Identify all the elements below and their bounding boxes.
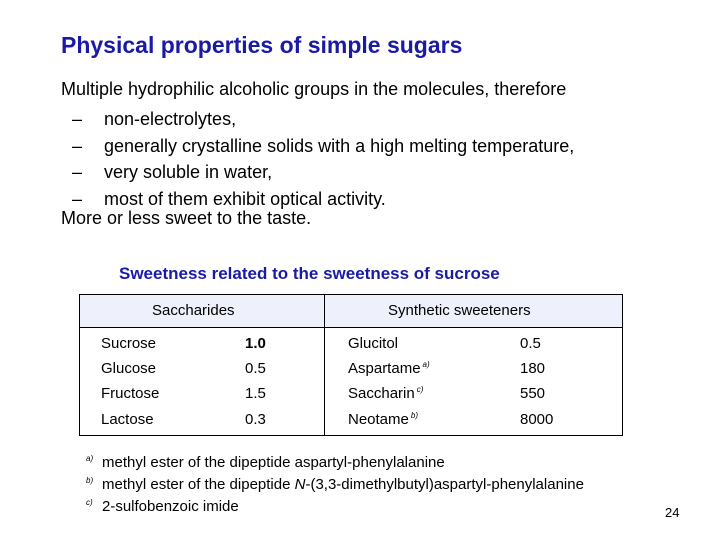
saccharide-value: 1.0: [245, 335, 266, 352]
table-caption: Sweetness related to the sweetness of sucrose: [119, 264, 500, 283]
header-saccharides: Saccharides: [152, 302, 235, 319]
bullet-dash: –: [72, 135, 83, 156]
footnote: c) 2-sulfobenzoic imide: [86, 498, 239, 515]
column-divider: [324, 295, 325, 435]
list-item: [72, 133, 574, 160]
outro-text: More or less sweet to the taste.: [61, 208, 312, 228]
list-item: [72, 159, 574, 186]
sweetener-name: Saccharin $^{c)}$: [348, 385, 424, 402]
header-synthetic-sweeteners: Synthetic sweeteners: [388, 302, 531, 319]
saccharide-value: 1.5: [245, 385, 266, 402]
page-number: 24: [665, 505, 680, 520]
bullet-dash: –: [72, 188, 83, 209]
sweetener-value: 180: [520, 360, 546, 377]
bullet-dash: –: [72, 162, 83, 182]
sweetener-name: Aspartame $^{a)}$: [348, 360, 430, 377]
saccharide-name: Glucose: [101, 360, 157, 377]
properties-list: [72, 106, 574, 212]
sweetness-table: [79, 294, 623, 436]
saccharide-name: Fructose: [101, 385, 160, 402]
list-item: [72, 106, 574, 133]
slide-title: Physical properties of simple sugars: [61, 32, 463, 58]
sweetener-value: 0.5: [520, 335, 541, 352]
bullet-dash: –: [72, 109, 83, 129]
footnotes: [86, 448, 584, 514]
sweetener-value: 8000: [520, 411, 554, 428]
saccharide-value: 0.5: [245, 360, 266, 377]
list-item-text: generally crystalline solids with a high melting temperature,: [104, 135, 575, 156]
footnote-mark: c): [416, 385, 424, 394]
intro-text: Multiple hydrophilic alcoholic groups in the molecules, therefore: [61, 79, 567, 99]
sweetener-name: Neotame $^{b)}$: [348, 411, 418, 428]
footnote: b) methyl ester of the dipeptide N-(3,3-dimethylbutyl)aspartyl-phenylalanine: [86, 476, 584, 493]
footnote: a) methyl ester of the dipeptide aspartyl-phenylalanine: [86, 454, 445, 471]
list-item-text: very soluble in water,: [104, 162, 273, 182]
footnote-mark: b): [410, 411, 418, 420]
sweetener-value: 550: [520, 385, 546, 402]
saccharide-value: 0.3: [245, 411, 266, 428]
saccharide-name: Sucrose: [101, 335, 157, 352]
saccharide-name: Lactose: [101, 411, 154, 428]
list-item-text: most of them exhibit optical activity.: [104, 188, 386, 209]
sweetener-name: Glucitol: [348, 335, 399, 352]
footnote-mark: a): [422, 360, 430, 369]
table-header: [80, 295, 622, 328]
list-item-text: non-electrolytes,: [104, 109, 237, 129]
